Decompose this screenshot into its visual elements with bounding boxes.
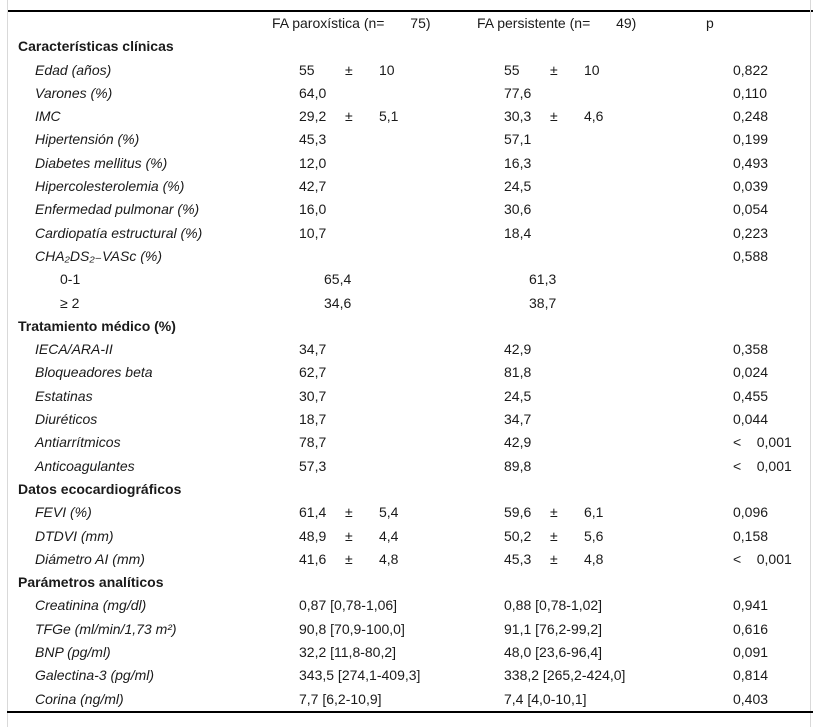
p-value-cell [733,198,813,221]
value-mean: 48,9 [299,527,327,544]
p-value-cell [733,59,813,82]
p-value-cell [758,292,813,315]
p-value: < 0,001 [733,457,792,474]
value-sd: 4,8 [584,550,604,567]
p-value-cell [733,525,813,548]
fa-persistente-cell [504,618,733,641]
value-mean: 18,4 [504,224,532,241]
table-row [8,594,813,617]
fa-persistente-cell [504,128,733,151]
row-label-cell [8,268,324,291]
fa-persistente-cell [504,664,733,687]
p-value: 0,616 [733,620,769,637]
row-label: Características clínicas [18,38,174,55]
value-sd: 4,4 [379,527,399,544]
row-label: ≥ 2 [60,294,80,311]
fa-paroxistica-cell [324,292,529,315]
row-label-cell [8,82,299,105]
table-row [8,175,813,198]
row-label: Galectina-3 (pg/ml) [35,667,155,684]
value-mean: 0,88 [0,78-1,02] [504,597,603,614]
row-label-cell [8,198,299,221]
value-mean: 41,6 [299,550,327,567]
fa-persistente-cell [504,385,733,408]
row-label: Diámetro AI (mm) [35,550,145,567]
p-value-cell [716,478,813,501]
fa-persistente-cell [504,594,733,617]
p-value-cell [733,548,813,571]
fa-persistente-cell [504,641,733,664]
row-label: Hipertensión (%) [35,131,140,148]
p-value: 0,091 [733,644,769,661]
plus-minus-sign: ± [550,527,558,544]
row-label-cell [8,431,299,454]
row-label-cell [8,128,299,151]
p-value-cell [733,455,813,478]
row-label-cell [8,152,299,175]
p-value-cell [733,385,813,408]
value-sd: 4,6 [584,108,604,125]
row-label-cell [8,525,299,548]
row-label: Creatinina (mg/dl) [35,597,147,614]
section-row [8,571,813,594]
table-row [8,128,813,151]
p-value: < 0,001 [733,550,792,567]
fa-paroxistica-cell [282,571,487,594]
p-value: p [706,15,714,31]
value-mean: 55 [504,61,520,78]
row-label: IMC [35,108,61,125]
value-mean: 42,9 [504,434,532,451]
p-value-cell [733,128,813,151]
p-value-cell [733,82,813,105]
value-mean: 61,4 [299,504,327,521]
fa-paroxistica-cell [299,152,504,175]
fa-persistente-cell [504,338,733,361]
value-mean: 38,7 [529,294,557,311]
section-row [8,315,813,338]
fa-paroxistica-cell [299,408,504,431]
plus-minus-sign: ± [550,550,558,567]
table-row [8,501,813,524]
row-label: 0-1 [60,271,81,288]
value-mean: 61,3 [529,271,557,288]
row-label-cell [8,105,299,128]
table-row [8,59,813,82]
value-mean: 78,7 [299,434,327,451]
p-value: 0,024 [733,364,769,381]
fa-paroxistica-cell [299,431,504,454]
table-row [8,222,813,245]
row-label: Tratamiento médico (%) [18,317,176,334]
row-label-cell [8,571,282,594]
fa-paroxistica-cell [299,198,504,221]
row-label: Enfermedad pulmonar (%) [35,201,200,218]
plus-minus-sign: ± [345,504,353,521]
fa-persistente-cell [504,82,733,105]
table-row [8,641,813,664]
value-mean: 24,5 [504,387,532,404]
fa-persistente-cell [504,105,733,128]
fa-persistente-cell [504,408,733,431]
p-value-cell [733,618,813,641]
plus-minus-sign: ± [345,550,353,567]
fa-paroxistica-cell [299,548,504,571]
value-mean: 34,7 [299,341,327,358]
value-mean: 29,2 [299,108,327,125]
p-value: 0,044 [733,411,769,428]
p-value: 0,248 [733,108,769,125]
row-label-cell [8,548,299,571]
fa-paroxistica-cell [299,175,504,198]
row-label: Anticoagulantes [35,457,135,474]
fa-persistente-cell [504,198,733,221]
fa-paroxistica-cell [299,338,504,361]
row-label-cell [8,408,299,431]
value-mean: 34,6 [324,294,352,311]
row-label: TFGe (ml/min/1,73 m²) [35,620,177,637]
value-mean: 0,87 [0,78-1,06] [299,597,398,614]
row-label-cell [8,12,272,35]
fa-paroxistica-cell [299,618,504,641]
p-value-cell [716,315,813,338]
fa-paroxistica-cell [299,361,504,384]
table-row [8,688,813,711]
value-mean: 42,7 [299,178,327,195]
row-label: BNP (pg/ml) [35,644,111,661]
value-mean: 30,7 [299,387,327,404]
value-mean: 65,4 [324,271,352,288]
p-value: 0,358 [733,341,769,358]
row-label: Datos ecocardiográficos [18,480,182,497]
table-row [8,361,813,384]
fa-paroxistica-cell [282,35,487,58]
table-row [8,152,813,175]
value-mean: 77,6 [504,84,532,101]
value-mean: 18,7 [299,411,327,428]
row-label: Varones (%) [35,84,113,101]
fa-persistente-cell [504,455,733,478]
plus-minus-sign: ± [345,108,353,125]
row-label-cell [8,594,299,617]
p-value-cell [733,688,813,711]
section-row [8,35,813,58]
fa-persistente-cell [504,245,733,268]
row-label-cell [8,478,282,501]
fa-persistente-cell [504,59,733,82]
fa-persistente-cell [477,12,706,35]
value-mean: 10,7 [299,224,327,241]
row-label-cell [8,641,299,664]
value-sd: 5,6 [584,527,604,544]
plus-minus-sign: ± [345,61,353,78]
row-label: Cardiopatía estructural (%) [35,224,203,241]
p-value-cell [706,12,813,35]
row-label: Diuréticos [35,411,98,428]
table-row [8,525,813,548]
plus-minus-sign: ± [550,61,558,78]
table-row [8,245,813,268]
p-value-cell [716,35,813,58]
row-label-cell [8,245,299,268]
fa-persistente-cell [504,361,733,384]
value-mean: 343,5 [274,1-409,3] [299,667,421,684]
value-mean: 50,2 [504,527,532,544]
row-label-cell [8,292,324,315]
fa-paroxistica-cell [299,245,504,268]
p-value-cell [733,361,813,384]
fa-paroxistica-cell [299,664,504,687]
row-label: Edad (años) [35,61,112,78]
row-label: Bloqueadores beta [35,364,153,381]
value-mean: 59,6 [504,504,532,521]
p-value: 0,110 [733,84,767,101]
fa-paroxistica-cell [299,128,504,151]
fa-persistente-cell [504,525,733,548]
fa-paroxistica-cell [272,12,477,35]
value-sd: 6,1 [584,504,604,521]
plus-minus-sign: = [376,15,385,31]
p-value: 0,403 [733,690,769,707]
value-mean: 91,1 [76,2-99,2] [504,620,603,637]
p-value: 0,814 [733,667,769,684]
fa-paroxistica-cell [299,222,504,245]
value-mean: 64,0 [299,84,327,101]
row-label-cell [8,338,299,361]
p-value-cell [733,338,813,361]
p-value-cell [758,268,813,291]
value-mean: 16,0 [299,201,327,218]
table-row [8,268,813,291]
table-row [8,408,813,431]
table-row [8,385,813,408]
row-label-cell [8,59,299,82]
p-value-cell [716,571,813,594]
value-mean: 62,7 [299,364,327,381]
p-value: 0,493 [733,154,769,171]
fa-persistente-cell [504,152,733,175]
p-value: < 0,001 [733,434,792,451]
value-mean: 34,7 [504,411,532,428]
value-sd: 10 [584,61,600,78]
fa-paroxistica-cell [299,688,504,711]
fa-paroxistica-cell [282,478,487,501]
value-mean: 81,8 [504,364,532,381]
table-row [8,431,813,454]
p-value: 0,199 [733,131,769,148]
value-mean: 55 [299,61,315,78]
p-value: 0,588 [733,247,769,264]
fa-paroxistica-cell [324,268,529,291]
row-label-cell [8,688,299,711]
table-row [8,338,813,361]
table-row [8,618,813,641]
p-value: 0,455 [733,387,769,404]
value-mean: 90,8 [70,9-100,0] [299,620,405,637]
value-mean: 7,7 [6,2-10,9] [299,690,382,707]
fa-persistente-cell [504,222,733,245]
row-label-cell [8,455,299,478]
plus-minus-sign: ± [550,108,558,125]
row-label-cell [8,618,299,641]
value-mean: 45,3 [299,131,327,148]
fa-persistente-cell [529,268,758,291]
table-row [8,548,813,571]
fa-persistente-cell [487,35,716,58]
value-mean: 32,2 [11,8-80,2] [299,644,397,661]
table-row [8,105,813,128]
fa-persistente-cell [529,292,758,315]
table-row [8,455,813,478]
value-sd: 4,8 [379,550,399,567]
value-mean: 48,0 [23,6-96,4] [504,644,603,661]
fa-paroxistica-cell [299,105,504,128]
p-value: 0,223 [733,224,769,241]
fa-persistente-cell [504,501,733,524]
fa-persistente-cell [487,315,716,338]
row-label: DTDVI (mm) [35,527,114,544]
row-label: Corina (ng/ml) [35,690,124,707]
fa-persistente-cell [504,548,733,571]
row-label-cell [8,385,299,408]
value-mean: 16,3 [504,154,532,171]
value-sd: 75) [410,15,431,31]
value-sd: 5,4 [379,504,399,521]
row-label: Antiarrítmicos [35,434,121,451]
fa-paroxistica-cell [299,641,504,664]
row-label: FEVI (%) [35,504,92,521]
p-value: 0,941 [733,597,769,614]
row-label-cell [8,361,299,384]
row-label: Parámetros analíticos [18,574,164,591]
p-value-cell [733,105,813,128]
value-mean: FA paroxística (n [272,15,377,31]
p-value-cell [733,594,813,617]
plus-minus-sign: ± [345,527,353,544]
fa-paroxistica-cell [299,455,504,478]
value-mean: 12,0 [299,154,327,171]
value-sd: 5,1 [379,108,399,125]
fa-persistente-cell [504,688,733,711]
value-sd: 49) [616,15,637,31]
p-value: 0,054 [733,201,769,218]
fa-paroxistica-cell [299,501,504,524]
value-mean: 338,2 [265,2-424,0] [504,667,626,684]
fa-paroxistica-cell [282,315,487,338]
fa-paroxistica-cell [299,525,504,548]
value-mean: 30,6 [504,201,532,218]
p-value: 0,158 [733,527,769,544]
value-mean: 57,1 [504,131,532,148]
value-mean: FA persistente (n [477,15,583,31]
p-value-cell [733,408,813,431]
row-label: Diabetes mellitus (%) [35,154,168,171]
plus-minus-sign: = [582,15,591,31]
table-bottom-rule [7,711,813,713]
row-label: IECA/ARA-II [35,341,113,358]
row-label-cell [8,501,299,524]
fa-persistente-cell [487,571,716,594]
row-label-cell [8,315,282,338]
value-mean: 42,9 [504,341,532,358]
table-row [8,664,813,687]
row-label: Estatinas [35,387,93,404]
fa-paroxistica-cell [299,385,504,408]
value-mean: 45,3 [504,550,532,567]
fa-paroxistica-cell [299,59,504,82]
header-row [8,12,813,35]
fa-persistente-cell [504,175,733,198]
row-label: Hipercolesterolemia (%) [35,178,185,195]
table-body [8,12,813,711]
table-row [8,82,813,105]
p-value: 0,822 [733,61,769,78]
row-label-cell [8,175,299,198]
value-mean: 30,3 [504,108,532,125]
fa-persistente-cell [487,478,716,501]
value-sd: 10 [379,61,395,78]
table-row [8,198,813,221]
row-label-cell [8,222,299,245]
value-mean: 7,4 [4,0-10,1] [504,690,587,707]
p-value: 0,096 [733,504,769,521]
value-mean: 89,8 [504,457,532,474]
p-value-cell [733,245,813,268]
p-value-cell [733,152,813,175]
table-row [8,292,813,315]
p-value-cell [733,501,813,524]
row-label-cell [8,664,299,687]
p-value-cell [733,641,813,664]
p-value-cell [733,175,813,198]
row-label: CHA₂DS₂₋VASc (%) [35,247,162,264]
p-value-cell [733,222,813,245]
p-value-cell [733,431,813,454]
fa-persistente-cell [504,431,733,454]
fa-paroxistica-cell [299,82,504,105]
fa-paroxistica-cell [299,594,504,617]
value-mean: 24,5 [504,178,532,195]
p-value: 0,039 [733,178,769,195]
row-label-cell [8,35,282,58]
plus-minus-sign: ± [550,504,558,521]
value-mean: 57,3 [299,457,327,474]
section-row [8,478,813,501]
p-value-cell [733,664,813,687]
